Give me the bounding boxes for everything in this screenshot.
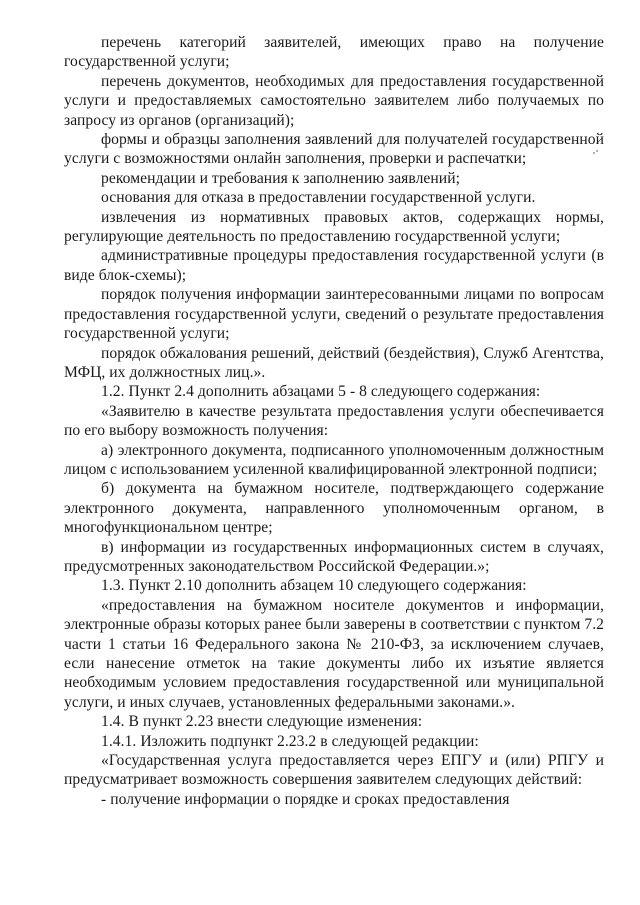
- paragraph: порядок получения информации заинтересованными лицами по вопросам предоставления государственной услуги, сведений о результате предоставления государственной услуги;: [64, 286, 604, 343]
- paragraph: «Государственная услуга предоставляется через ЕПГУ и (или) РПГУ и предусматривает возможность совершения заявителем следующих действий:: [64, 752, 604, 789]
- paragraph: перечень категорий заявителей, имеющих право на получение государственной услуги;: [64, 34, 604, 71]
- paragraph: извлечения из нормативных правовых актов, содержащих нормы, регулирующие деятельность по предоставлению государственной услуги;: [64, 208, 604, 246]
- paragraph: 1.3. Пункт 2.10 дополнить абзацем 10 следующего содержания:: [101, 577, 527, 595]
- scan-speck: [596, 150, 598, 152]
- paragraph: «предоставления на бумажном носителе документов и информации, электронные образы которых ранее были заверены в соответствии с пунктом 7.2 части 1 статьи 16 Федерального закона № 210-ФЗ, за исключением случаев, если нанесение отметок на такие документы либо их изъятие является необходимым условием предоставления государственной или муниципальной услуги, и иных случаев, установленных федеральными законами.».: [64, 596, 604, 711]
- paragraph: 1.4.1. Изложить подпункт 2.23.2 в следующей редакции:: [101, 732, 479, 750]
- paragraph: а) электронного документа, подписанного уполномоченным должностным лицом с использованием усиленной квалифицированной электронной подписи;: [64, 441, 604, 478]
- paragraph: перечень документов, необходимых для предоставления государственной услуги и предоставляемых самостоятельно заявителем либо получаемых по запросу из органов (организаций);: [64, 72, 604, 129]
- paragraph: административные процедуры предоставления государственной услуги (в виде блок-схемы);: [64, 247, 604, 284]
- paragraph: рекомендации и требования к заполнению заявлений;: [101, 169, 460, 187]
- paragraph: 1.4. В пункт 2.23 внести следующие изменения:: [101, 713, 423, 731]
- paragraph: порядок обжалования решений, действий (бездействия), Служб Агентства, МФЦ, их должностных лиц.».: [64, 344, 604, 381]
- paragraph: 1.2. Пункт 2.4 дополнить абзацами 5 - 8 следующего содержания:: [101, 383, 541, 401]
- paragraph: «Заявителю в качестве результата предоставления услуги обеспечивается по его выбору возможность получения:: [64, 402, 604, 440]
- paragraph: формы и образцы заполнения заявлений для получателей государственной услуги с возможностями онлайн заполнения, проверки и распечатки;: [64, 131, 604, 168]
- paragraph: - получение информации о порядке и сроках предоставления: [101, 790, 510, 808]
- paragraph: в) информации из государственных информационных систем в случаях, предусмотренных законодательством Российской Федерации.»;: [64, 538, 604, 575]
- paragraph: б) документа на бумажном носителе, подтверждающего содержание электронного документа, направленного уполномоченным органом, в многофункциональном центре;: [64, 480, 604, 537]
- paragraph: основания для отказа в предоставлении государственной услуги.: [101, 189, 536, 207]
- document-body: [64, 33, 604, 809]
- scan-speck: [593, 152, 595, 154]
